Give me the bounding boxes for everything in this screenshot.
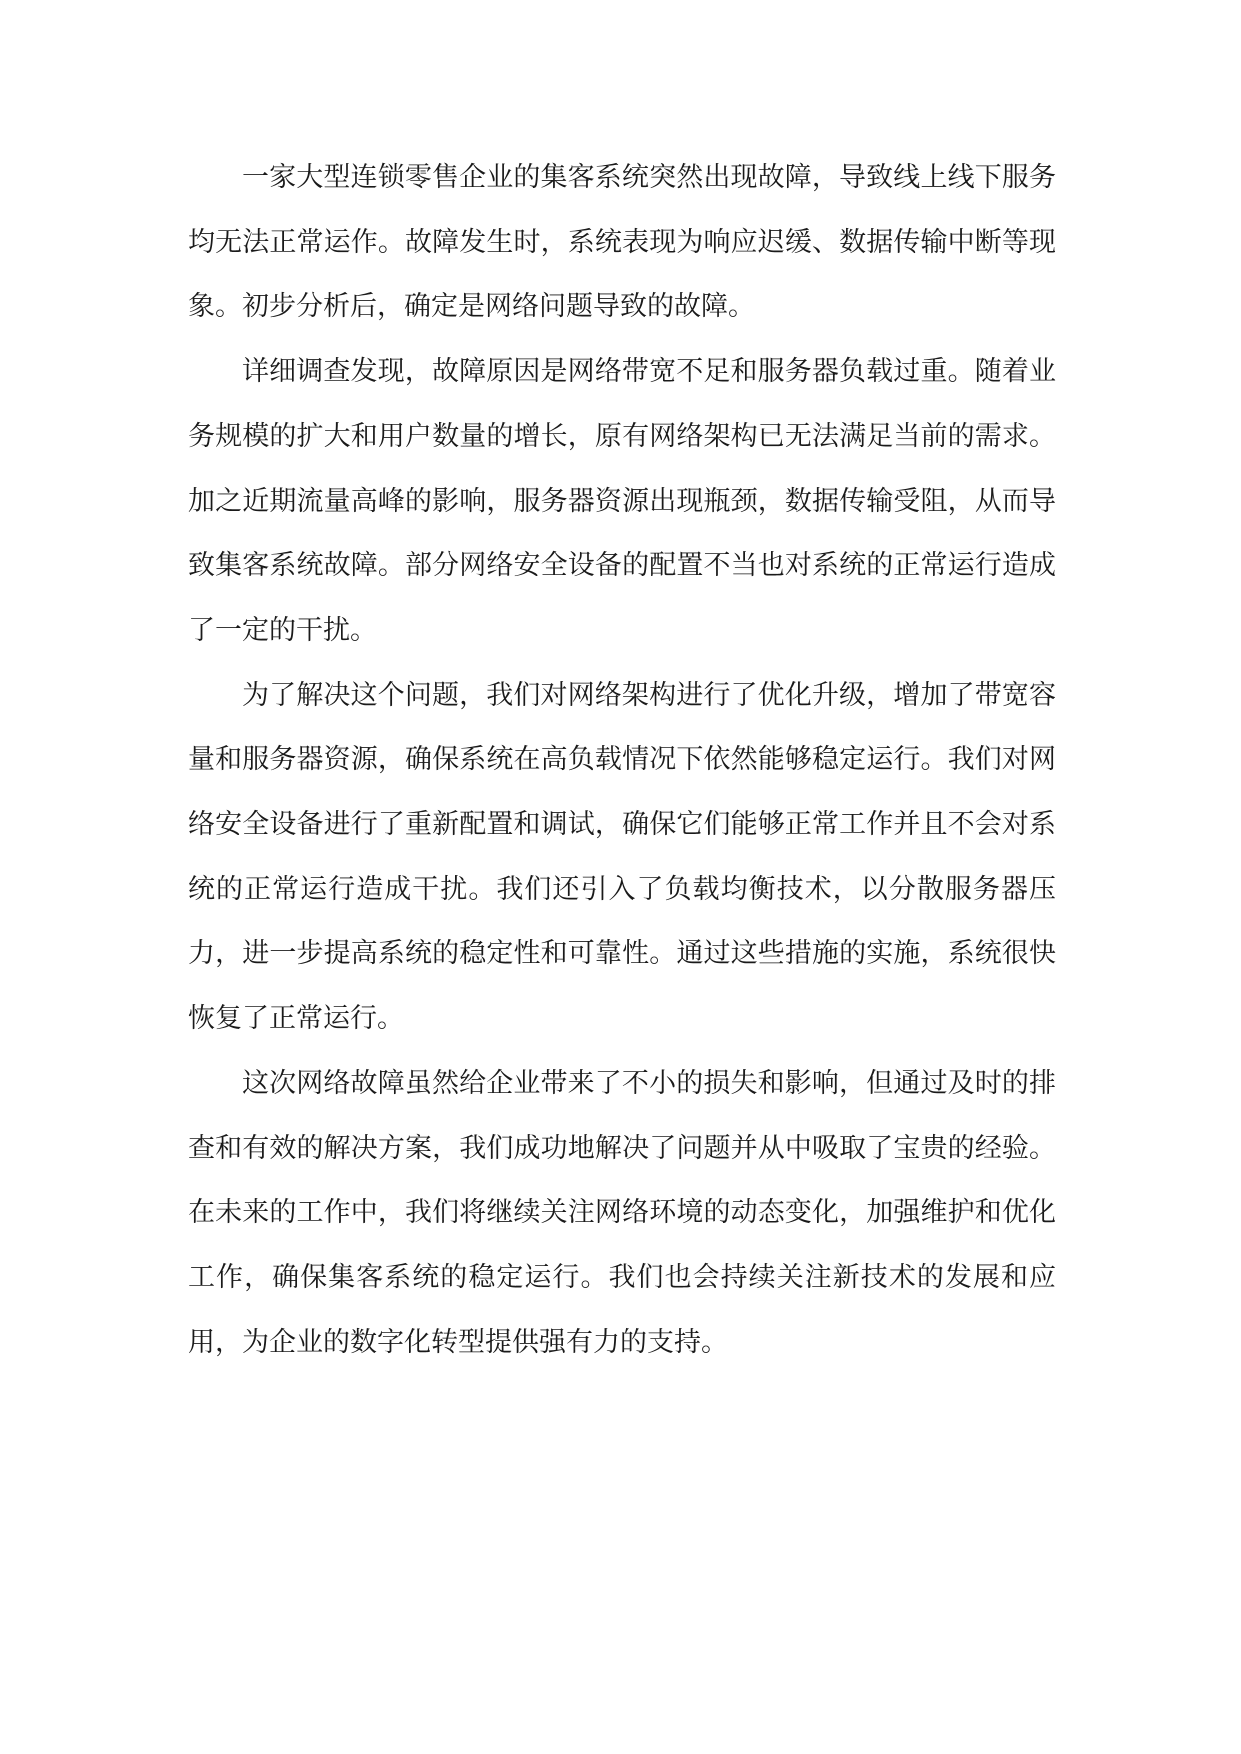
paragraph-solution: 为了解决这个问题，我们对网络架构进行了优化升级，增加了带宽容量和服务器资源，确保系统在高负载情况下依然能够稳定运行。我们对网络安全设备进行了重新配置和调试，确保它们能够正常工作并且不会对系统的正常运行造成干扰。我们还引入了负载均衡技术，以分散服务器压力，进一步提高系统的稳定性和可靠性。通过这些措施的实施，系统很快恢复了正常运行。 bbox=[188, 679, 1056, 1035]
body-text bbox=[188, 146, 1056, 1375]
paragraph-conclusion: 这次网络故障虽然给企业带来了不小的损失和影响，但通过及时的排查和有效的解决方案，我们成功地解决了问题并从中吸取了宝贵的经验。在未来的工作中，我们将继续关注网络环境的动态变化，加强维护和优化工作，确保集客系统的稳定运行。我们也会持续关注新技术的发展和应用，为企业的数字化转型提供强有力的支持。 bbox=[188, 1067, 1056, 1358]
paragraph-cause: 详细调查发现，故障原因是网络带宽不足和服务器负载过重。随着业务规模的扩大和用户数量的增长，原有网络架构已无法满足当前的需求。加之近期流量高峰的影响，服务器资源出现瓶颈，数据传输受阻，从而导致集客系统故障。部分网络安全设备的配置不当也对系统的正常运行造成了一定的干扰。 bbox=[188, 356, 1056, 646]
paragraph-incident: 一家大型连锁零售企业的集客系统突然出现故障，导致线上线下服务均无法正常运作。故障发生时，系统表现为响应迟缓、数据传输中断等现象。初步分析后，确定是网络问题导致的故障。 bbox=[188, 162, 1056, 323]
